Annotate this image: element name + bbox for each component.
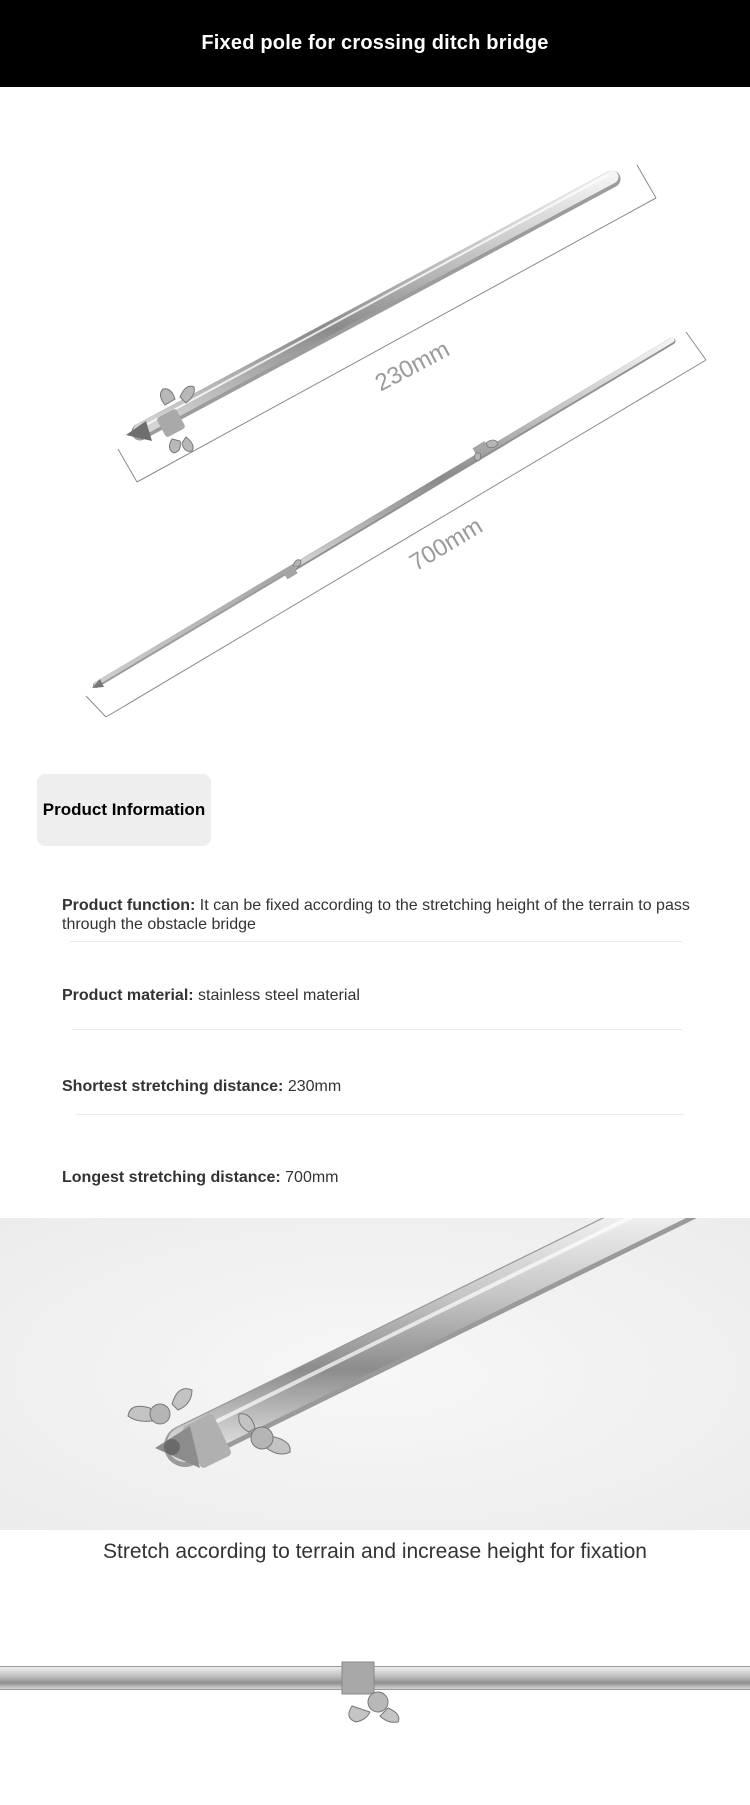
- spec-divider: [76, 1114, 684, 1115]
- product-information-tag: Product Information: [37, 774, 211, 846]
- spec-longest-distance: [62, 1168, 702, 1187]
- spec-divider: [72, 1029, 682, 1030]
- photo-caption: Stretch according to terrain and increase height for fixation: [103, 1540, 647, 1563]
- hero-product-image: [0, 87, 750, 737]
- pole-dimension-illustration: [0, 87, 750, 737]
- spec-value: stainless steel material: [198, 987, 360, 1004]
- spec-value: 700mm: [285, 1169, 339, 1186]
- closeup-product-photo: [0, 1218, 750, 1530]
- spec-divider: [70, 941, 682, 942]
- short-pole: [126, 175, 612, 453]
- spec-value: It can be fixed according to the stretching height of the terrain to pass through the obstacle bridge: [62, 897, 690, 933]
- header-bar: [0, 0, 750, 87]
- spec-label: Product material:: [62, 987, 194, 1004]
- spec-product-function: [62, 896, 702, 934]
- spec-label: Longest stretching distance:: [62, 1169, 281, 1186]
- spec-product-material: [62, 986, 702, 1005]
- closeup-illustration: [0, 1218, 750, 1530]
- short-length-label: 230mm: [370, 335, 455, 398]
- spec-label: Shortest stretching distance:: [62, 1078, 284, 1095]
- spec-shortest-distance: [62, 1077, 702, 1096]
- bottom-product-photo: [0, 1610, 750, 1800]
- spec-label: Product function:: [62, 897, 196, 914]
- long-length-label: 700mm: [404, 512, 488, 577]
- spec-value: 230mm: [287, 1078, 342, 1095]
- joint-illustration: [0, 1610, 750, 1800]
- short-dimension-line: [118, 165, 656, 482]
- page-title: Fixed pole for crossing ditch bridge: [201, 32, 549, 54]
